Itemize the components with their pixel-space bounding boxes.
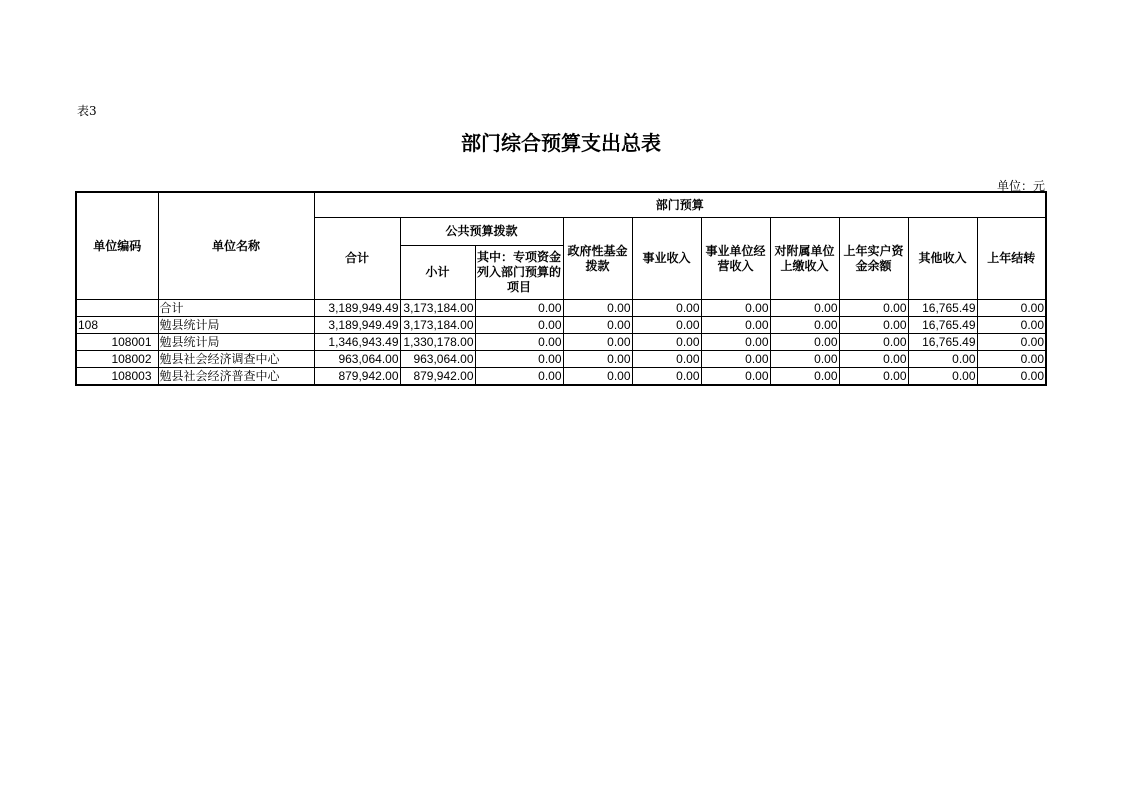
cell-other-income: 16,765.49 (908, 334, 977, 351)
cell-gov-fund: 0.00 (563, 368, 632, 386)
cell-other-income: 0.00 (908, 351, 977, 368)
cell-code (76, 300, 158, 317)
cell-subordinate-income: 0.00 (770, 334, 839, 351)
cell-business-income: 0.00 (632, 351, 701, 368)
cell-special: 0.00 (475, 368, 563, 386)
cell-other-income: 16,765.49 (908, 300, 977, 317)
cell-subtotal: 3,173,184.00 (400, 300, 475, 317)
cell-special: 0.00 (475, 334, 563, 351)
cell-operating-income: 0.00 (701, 300, 770, 317)
cell-total: 1,346,943.49 (314, 334, 400, 351)
cell-business-income: 0.00 (632, 334, 701, 351)
cell-other-income: 16,765.49 (908, 317, 977, 334)
header-subtotal: 小计 (400, 246, 475, 300)
cell-name: 合计 (158, 300, 314, 317)
cell-gov-fund: 0.00 (563, 300, 632, 317)
cell-total: 879,942.00 (314, 368, 400, 386)
cell-operating-income: 0.00 (701, 368, 770, 386)
cell-name: 勉县社会经济调查中心 (158, 351, 314, 368)
cell-gov-fund: 0.00 (563, 334, 632, 351)
cell-business-income: 0.00 (632, 317, 701, 334)
header-special-projects: 其中：专项资金列入部门预算的项目 (475, 246, 563, 300)
header-prior-balance: 上年实户资金余额 (839, 218, 908, 300)
table-row (76, 317, 1046, 334)
cell-total: 3,189,949.49 (314, 317, 400, 334)
cell-name: 勉县统计局 (158, 317, 314, 334)
cell-business-income: 0.00 (632, 368, 701, 386)
table-row (76, 300, 1046, 317)
cell-subordinate-income: 0.00 (770, 351, 839, 368)
cell-prior-carryover: 0.00 (977, 317, 1046, 334)
header-dept-budget: 部门预算 (314, 192, 1046, 218)
cell-gov-fund: 0.00 (563, 351, 632, 368)
header-other-income: 其他收入 (908, 218, 977, 300)
cell-prior-balance: 0.00 (839, 317, 908, 334)
cell-subtotal: 963,064.00 (400, 351, 475, 368)
cell-total: 963,064.00 (314, 351, 400, 368)
header-business-income: 事业收入 (632, 218, 701, 300)
cell-other-income: 0.00 (908, 368, 977, 386)
cell-prior-carryover: 0.00 (977, 300, 1046, 317)
unit-label: 单位：元 (996, 179, 1045, 193)
cell-name: 勉县社会经济普查中心 (158, 368, 314, 386)
cell-special: 0.00 (475, 300, 563, 317)
cell-business-income: 0.00 (632, 300, 701, 317)
header-subordinate-income: 对附属单位上缴收入 (770, 218, 839, 300)
cell-prior-balance: 0.00 (839, 351, 908, 368)
cell-code: 108001 (76, 334, 158, 351)
cell-operating-income: 0.00 (701, 317, 770, 334)
cell-operating-income: 0.00 (701, 334, 770, 351)
cell-name: 勉县统计局 (158, 334, 314, 351)
cell-subtotal: 1,330,178.00 (400, 334, 475, 351)
cell-gov-fund: 0.00 (563, 317, 632, 334)
cell-prior-carryover: 0.00 (977, 334, 1046, 351)
cell-total: 3,189,949.49 (314, 300, 400, 317)
cell-prior-balance: 0.00 (839, 300, 908, 317)
cell-prior-carryover: 0.00 (977, 368, 1046, 386)
table-row (76, 351, 1046, 368)
header-unit-name: 单位名称 (158, 192, 314, 300)
cell-subordinate-income: 0.00 (770, 300, 839, 317)
header-public-budget: 公共预算拨款 (400, 218, 563, 246)
header-operating-income: 事业单位经营收入 (701, 218, 770, 300)
cell-subtotal: 879,942.00 (400, 368, 475, 386)
cell-code: 108002 (76, 351, 158, 368)
cell-special: 0.00 (475, 317, 563, 334)
cell-prior-balance: 0.00 (839, 334, 908, 351)
header-unit-code: 单位编码 (76, 192, 158, 300)
cell-subordinate-income: 0.00 (770, 317, 839, 334)
cell-code: 108003 (76, 368, 158, 386)
cell-subordinate-income: 0.00 (770, 368, 839, 386)
table-number-label: 表3 (77, 104, 97, 118)
cell-subtotal: 3,173,184.00 (400, 317, 475, 334)
header-prior-carryover: 上年结转 (977, 218, 1046, 300)
cell-prior-carryover: 0.00 (977, 351, 1046, 368)
page-title: 部门综合预算支出总表 (461, 131, 661, 155)
cell-special: 0.00 (475, 351, 563, 368)
table-row (76, 334, 1046, 351)
cell-operating-income: 0.00 (701, 351, 770, 368)
header-total: 合计 (314, 218, 400, 300)
table-row (76, 368, 1046, 386)
cell-code: 108 (76, 317, 158, 334)
budget-expenditure-table (75, 191, 1047, 386)
cell-prior-balance: 0.00 (839, 368, 908, 386)
header-gov-fund: 政府性基金拨款 (563, 218, 632, 300)
